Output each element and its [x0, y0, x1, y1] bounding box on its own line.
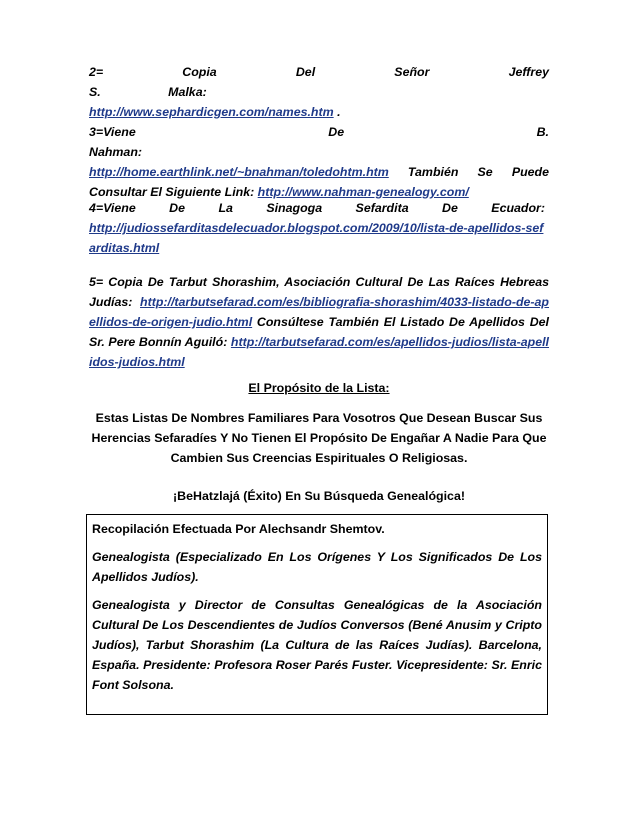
entry-3-text: 3=Viene De B. Nahman:	[89, 125, 549, 159]
entry-5-link2[interactable]: http://tarbutsefarad.com/es/apellidos-judios/lista-apellidos-judios.html	[89, 335, 549, 369]
entry-5	[89, 272, 549, 372]
compiler-line: Recopilación Efectuada Por Alechsandr Shemtov.	[92, 522, 385, 536]
entry-3-link2[interactable]: http://www.nahman-genealogy.com/	[257, 185, 469, 199]
entry-4-link[interactable]: http://judiossefarditasdelecuador.blogspot.com/2009/10/lista-de-apellidos-sefarditas.html	[89, 221, 544, 255]
entry-3	[89, 122, 549, 202]
entry-2-link[interactable]: http://www.sephardicgen.com/names.htm	[89, 105, 334, 119]
entry-3-after: También Se Puede Consultar El Siguiente Link:	[89, 165, 549, 199]
entry-5-text: 5= Copia De Tarbut Shorashim, Asociación Cultural De Las Raíces Hebreas Judías:	[89, 275, 549, 309]
entry-4-text: 4=Viene De La Sinagoga Sefardita De Ecuador:	[89, 201, 546, 215]
purpose-title	[89, 378, 549, 398]
entry-5-link[interactable]: http://tarbutsefarad.com/es/bibliografia-shorashim/4033-listado-de-apellidos-de-origen-judio.html	[89, 295, 549, 329]
entry-2	[89, 62, 549, 122]
role-director: Genealogista y Director de Consultas Genealógicas de la Asociación Cultural De Los Descendientes de Judíos Conversos (Bené Anusim y Cripto Judíos), Tarbut Shorashim (La Cultura de las Raíces Judías). Barcelona, España. Presidente: Profesora Roser Parés Fuster. Vicepresidente: Sr. Enric Font Solsona.	[92, 598, 542, 692]
entry-4	[89, 198, 549, 258]
purpose-title-text: El Propósito de la Lista:	[248, 381, 390, 395]
entry-2-text: 2= Copia Del Señor Jeffrey S. Malka:	[89, 65, 549, 99]
entry-5-after: Consúltese También El Listado De Apellidos Del Sr. Pere Bonnín Aguiló:	[89, 315, 549, 349]
credits-box	[86, 514, 548, 715]
purpose-body: Estas Listas De Nombres Familiares Para Vosotros Que Desean Buscar Sus Herencias Sefaradíes Y No Tienen El Propósito De Engañar A Nadie Para Que Cambien Sus Creencias Espirituales O Religiosas.	[91, 411, 547, 465]
blessing: ¡BeHatzlajá (Éxito) En Su Búsqueda Genealógica!	[173, 489, 465, 503]
role-specialist: Genealogista (Especializado En Los Orígenes Y Los Significados De Los Apellidos Judíos).	[92, 550, 542, 584]
entry-3-link[interactable]: http://home.earthlink.net/~bnahman/toledohtm.htm	[89, 165, 389, 179]
entry-2-after: .	[333, 105, 341, 119]
